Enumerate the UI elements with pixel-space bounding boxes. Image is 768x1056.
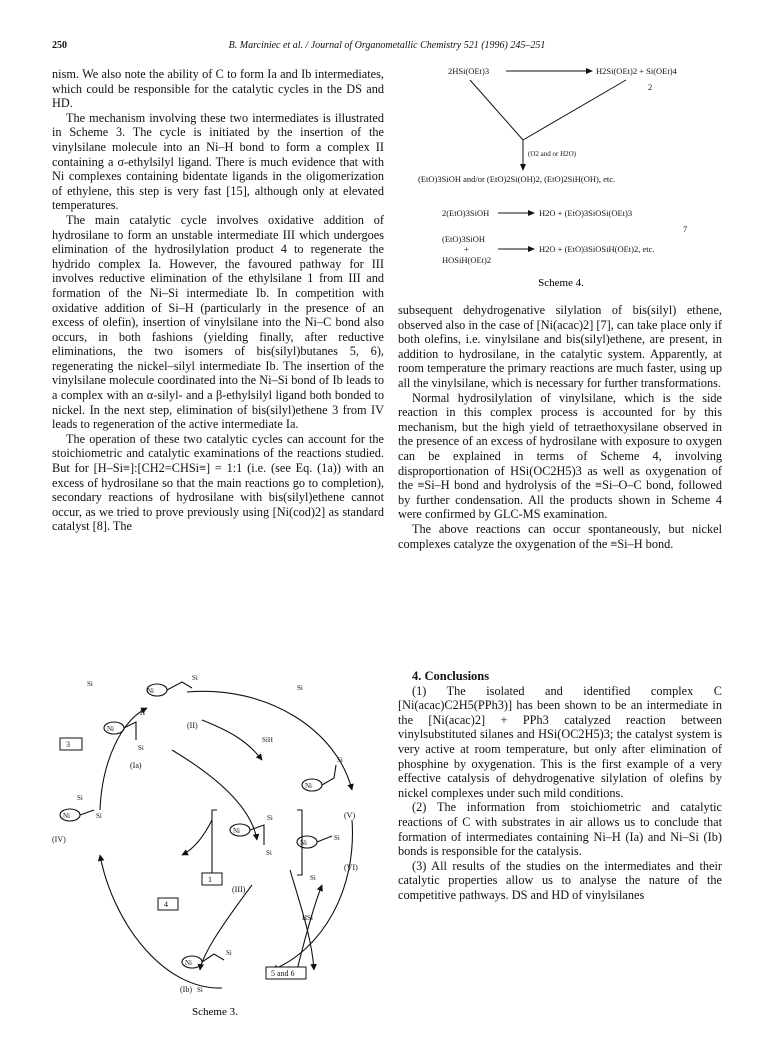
label-ii: (II) — [187, 721, 198, 730]
label-vi: (VI) — [344, 863, 358, 872]
paragraph: Normal hydrosilylation of vinylsilane, which is the side reaction in this complex process is accounted for by this mechanism, but the high yield of tetraethoxysilane observed in the presence of an excess of hydrosilane with exposure to oxygen can be explained in terms of Scheme 4, involving disproportionation of HSi(OC2H5)3 as well as oxygenation of the ≡Si–H bond and hydrolysis of the ≡Si–O–C bond, followed by further condensation. All the products shown in Scheme 4 were confirmed by GLC-MS examination. — [398, 390, 722, 522]
right-column — [398, 303, 722, 551]
left-column — [52, 67, 384, 534]
si-atom: Si — [297, 684, 303, 692]
scheme-3-caption: Scheme 3. — [192, 1006, 238, 1018]
product-box-1 — [202, 873, 222, 885]
scheme-4-figure — [398, 60, 724, 292]
si-atom: Si — [334, 834, 340, 842]
converging-line-left — [470, 80, 523, 140]
si-atom: Si — [266, 849, 272, 857]
bond — [317, 836, 332, 842]
inner-arrow-3 — [200, 885, 252, 970]
compound-number-7: 7 — [683, 224, 688, 234]
scheme4-eq2-products: H2O + (EtO)3SiOSi(OEt)3 — [539, 208, 633, 218]
compound-number-2: 2 — [648, 82, 653, 92]
converging-line-right — [523, 80, 626, 140]
label-ib: (Ib) — [180, 985, 192, 994]
paragraph: The main catalytic cycle involves oxidative addition of hydrosilane to form an unstable intermediate III which undergoes elimination of the hydrosilylation product 4 to regenerate the hydrido complex Ia. However, the favoured pathway for III involves reductive elimination of the ethylsilane 1 from III and formation of the Ni–Si intermediate Ib. In competition with oxidative addition of Si–H (particularly in the presence of an excess of olefin), insertion of vinylsilane into the Ni–C bond also occurs, in both fashions (yielding finally, after reductive eliminations, the two isomers of bis(silyl)butanes 5, 6), regenerating the nickel–silyl intermediate Ib. The insertion of the vinylsilane molecule coordinated into the Ni–Si bond of Ib leads to a complex with an α-silyl- and a β-ethylsilyl ligand both bonded to nickel. In the next step, elimination of bis(silyl)ethene 3 from IV leads to regeneration of the active intermediate Ia. — [52, 212, 384, 432]
paragraph: nism. We also note the ability of C to form Ia and Ib intermediates, which could be responsible for the catalytic cycles in the DS and HD. — [52, 67, 384, 111]
bond — [80, 810, 94, 815]
si-atom: Si — [77, 794, 83, 802]
scheme4-products-1: H2Si(OEt)2 + Si(OEt)4 — [596, 66, 677, 76]
paragraph: The operation of these two catalytic cycles can account for the stoichiometric and catalytic examinations of the reactions studied. But for [H–Si≡]:[CH2=CHSi≡] = 1:1 (i.e. (see Eq. (1a)) with an excess of hydrosilane so that the main reactions go to completion), secondary reactions of hydrosilane with bis(silyl)ethene cannot occur, as we tried to prove previously using [Ni(cod)2] as standard catalyst [8]. The — [52, 431, 384, 534]
scheme4-eq3-reactant-1: (EtO)3SiOH — [442, 234, 485, 244]
arrow-head — [528, 210, 535, 216]
label-iii: (III) — [232, 885, 246, 894]
running-header — [52, 40, 722, 56]
box-label-4: 4 — [164, 900, 168, 909]
ni-atom: Ni — [147, 687, 154, 695]
box-label-3: 3 — [66, 740, 70, 749]
ni-atom: Ni — [305, 782, 312, 790]
bond — [124, 722, 136, 740]
ni-atom: Ni — [107, 725, 114, 733]
inner-arrow-4 — [297, 885, 322, 970]
scheme4-eq3-products: H2O + (EtO)3SiOSiH(OEt)2, etc. — [539, 244, 655, 254]
ni-atom: Ni — [185, 959, 192, 967]
si-atom: Si — [87, 680, 93, 688]
inner-arrow-1 — [172, 750, 257, 840]
si-atom: Si — [226, 949, 232, 957]
si-atom: Si — [310, 874, 316, 882]
ni-atom: Ni — [300, 839, 307, 847]
arrow-head — [586, 68, 593, 74]
cycle-arrow-right — [272, 820, 352, 970]
paragraph: subsequent dehydrogenative silylation of bis(silyl) ethene, observed also in the case of [Ni(acac)2] [7], can take place only if both olefins, i.e. vinylsilane and bis(silyl)ethene, are present, in addition to hydrosilane, in the catalytic system. Apparently, at room temperature the primary reactions are much faster, using up all the vinylsilane, which is necessary for further transformations. — [398, 303, 723, 390]
si-atom: Si — [138, 744, 144, 752]
arrow-head — [528, 246, 535, 252]
ni-atom: Ni — [233, 827, 240, 835]
h-atom: H — [140, 709, 146, 717]
paragraph: (3) All results of the studies on the intermediates and their catalytic properties allow us to analyse the nature of the competitive pathways. DS and HD of vinylsilanes — [398, 858, 722, 902]
box-label-1: 1 — [208, 875, 212, 884]
scheme4-eq3-reactant-2: HOSiH(OEt)2 — [442, 255, 492, 265]
scheme4-hydrolysis-products: (EtO)3SiOH and/or (EtO)2Si(OH)2, (EtO)2SiH(OH), etc. — [418, 174, 616, 184]
bracket-left — [212, 810, 217, 875]
inner-arrow-6 — [182, 820, 212, 855]
hsi-group: HSi — [302, 914, 313, 922]
box-label-5-and-6: 5 and 6 — [271, 969, 295, 978]
conclusions-section — [398, 669, 722, 903]
scheme-4-caption: Scheme 4. — [538, 277, 584, 289]
scheme4-eq2-reactant: 2(EtO)3SiOH — [442, 208, 490, 218]
sih-group: SiH — [262, 736, 273, 744]
label-ia: (Ia) — [130, 761, 142, 770]
scheme4-reactant: 2HSi(OEt)3 — [448, 66, 490, 76]
bond — [250, 825, 264, 845]
journal-citation: B. Marciniec et al. / Journal of Organometallic Chemistry 521 (1996) 245–251 — [228, 40, 546, 51]
paragraph: (2) The information from stoichiometric and catalytic reactions of C with substrates in air allows us to conclude that formation of intermediates containing Ni–H (Ia) and Ni–Si (Ib) bonds is responsible for the catalysis. — [398, 800, 722, 859]
scheme-3-figure — [52, 670, 382, 1040]
arrow-head — [520, 164, 526, 171]
section-heading: 4. Conclusions — [412, 669, 490, 683]
si-atom: Si — [337, 756, 343, 764]
reaction-condition: (O2 and or H2O) — [528, 150, 577, 158]
scheme4-eq3-plus: + — [464, 244, 469, 254]
si-atom: Si — [267, 814, 273, 822]
label-iv: (IV) — [52, 835, 66, 844]
si-atom: Si — [192, 674, 198, 682]
product-box-3 — [60, 738, 82, 750]
label-v: (V) — [344, 811, 356, 820]
inner-arrow-2 — [202, 720, 262, 760]
paragraph: The mechanism involving these two intermediates is illustrated in Scheme 3. The cycle is initiated by the insertion of the vinylsilane molecule into an Ni–H bond to form a complex II containing a σ-ethylsilyl ligand. There is much evidence that with Ni complexes containing bidentate ligands in the oligomerization of ethylene, this step is very fast [15], although only at elevated temperatures. — [52, 110, 384, 213]
si-atom: Si — [96, 812, 102, 820]
bond — [167, 682, 192, 690]
ni-atom: Ni — [63, 812, 70, 820]
paragraph: (1) The isolated and identified complex C [Ni(acac)C2H5(PPh3)] has been shown to be an intermediate in the [Ni(acac)2] + PPh3 catalyzed reaction between vinylsubstituted silanes and HSi(OC2H5)3; the catalyst system is very active at room temperature, but only after elimination of phosphine by oxygenation. This is the first example of a very effective catalysis of dehydrogenative silylation of olefins by nickel complexes under such mild conditions. — [398, 683, 722, 800]
si-atom: Si — [197, 986, 203, 994]
product-box-4 — [158, 898, 178, 910]
paragraph: The above reactions can occur spontaneously, but nickel complexes catalyze the oxygenation of the ≡Si–H bond. — [398, 521, 722, 551]
page-number: 250 — [52, 40, 67, 51]
bond — [322, 765, 336, 785]
